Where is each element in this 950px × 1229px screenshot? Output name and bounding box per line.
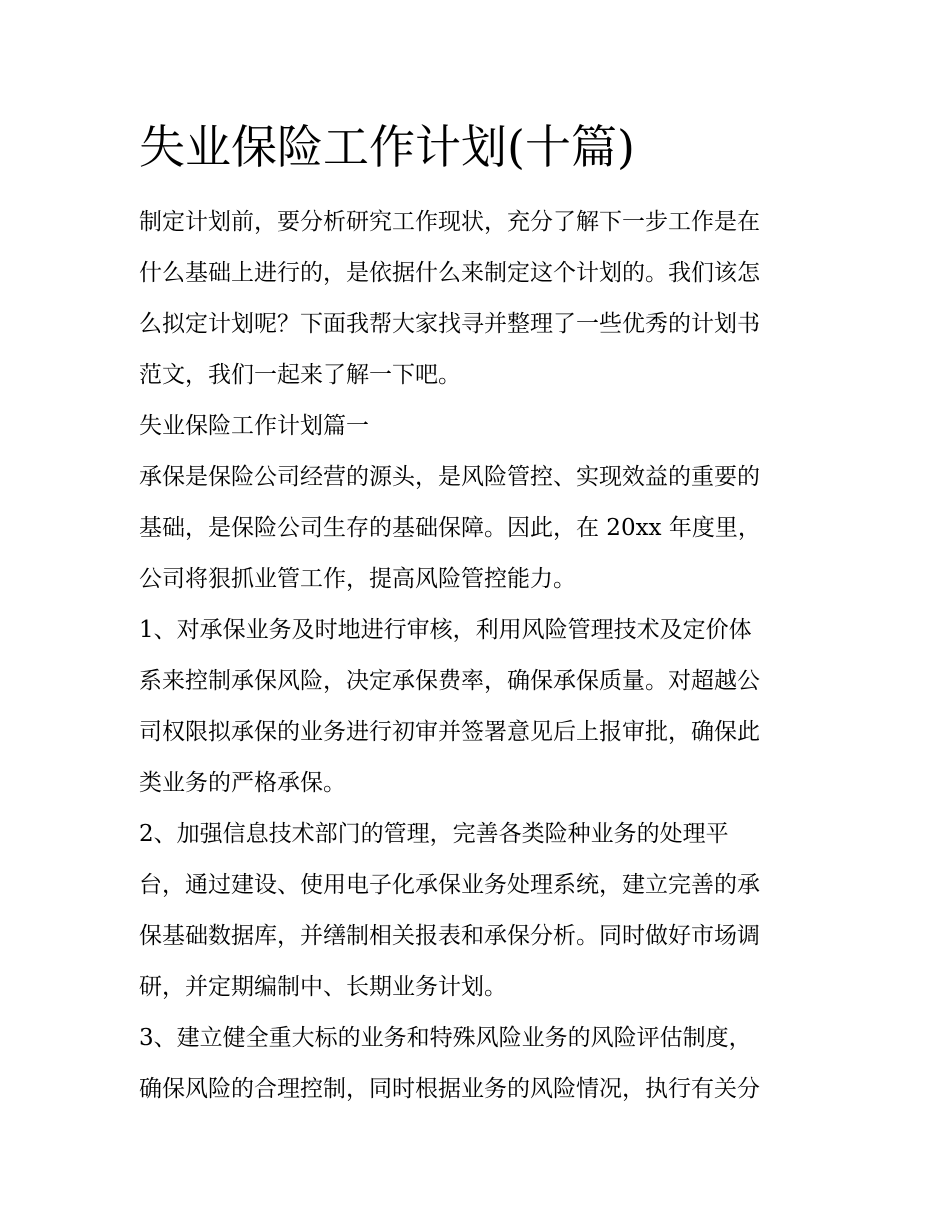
- item-1-line: 司权限拟承保的业务进行初审并签署意见后上报审批，确保此: [139, 719, 760, 745]
- item-1-line: 1、对承保业务及时地进行审核，利用风险管理技术及定价体: [139, 617, 752, 643]
- item-2-line: 研，并定期编制中、长期业务计划。: [139, 974, 507, 1000]
- item-2-line: 保基础数据库，并缮制相关报表和承保分析。同时做好市场调: [139, 923, 760, 949]
- item-3-line: 3、建立健全重大标的业务和特殊风险业务的风险评估制度，: [139, 1025, 752, 1051]
- intro-line-4: 范文，我们一起来了解一下吧。: [139, 362, 461, 388]
- intro-line-3: 么拟定计划呢？下面我帮大家找寻并整理了一些优秀的计划书: [139, 311, 760, 337]
- intro-line-1: 制定计划前，要分析研究工作现状，充分了解下一步工作是在: [139, 209, 760, 235]
- item-1-line: 系来控制承保风险，决定承保费率，确保承保质量。对超越公: [139, 668, 760, 694]
- document-title: 失业保险工作计划(十篇): [139, 120, 635, 174]
- intro-line-2: 什么基础上进行的，是依据什么来制定这个计划的。我们该怎: [139, 260, 760, 286]
- item-1-line: 类业务的严格承保。: [139, 770, 346, 796]
- paragraph-line: 公司将狠抓业管工作，提高风险管控能力。: [139, 566, 576, 592]
- item-2-line: 台，通过建设、使用电子化承保业务处理系统，建立完善的承: [139, 872, 760, 898]
- item-2-line: 2、加强信息技术部门的管理，完善各类险种业务的处理平: [139, 821, 729, 847]
- section-heading: 失业保险工作计划篇一: [139, 413, 369, 439]
- item-3-line: 确保风险的合理控制，同时根据业务的风险情况，执行有关分: [139, 1076, 760, 1102]
- paragraph-line: 承保是保险公司经营的源头，是风险管控、实现效益的重要的: [139, 464, 760, 490]
- paragraph-line: 基础，是保险公司生存的基础保障。因此，在 20xx 年度里，: [139, 515, 761, 541]
